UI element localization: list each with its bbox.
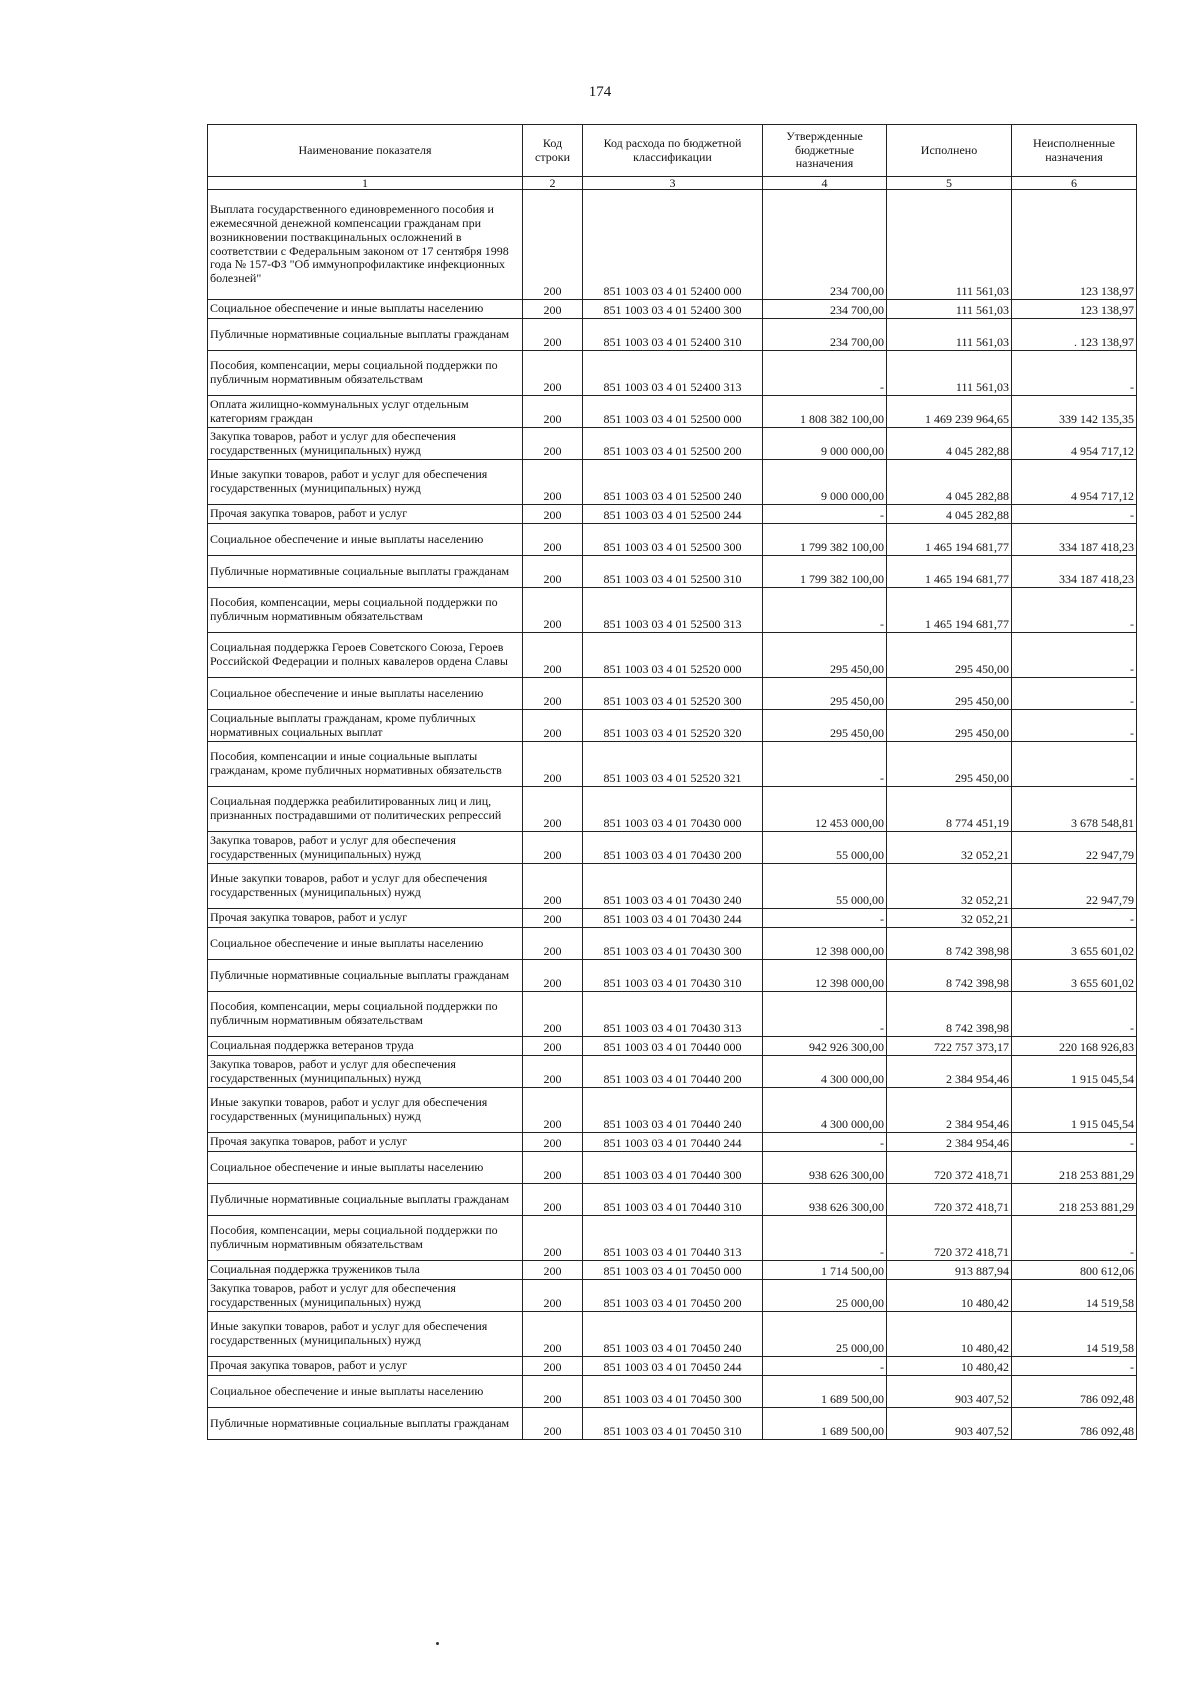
row-budget-code: 851 1003 03 4 01 70430 244 (583, 909, 763, 928)
row-unexecuted-amount: 786 092,48 (1012, 1376, 1137, 1408)
row-budget-code: 851 1003 03 4 01 52400 313 (583, 351, 763, 396)
row-unexecuted-amount: 123 138,97 (1012, 300, 1137, 319)
table-row (208, 1088, 1137, 1133)
row-line-code: 200 (523, 992, 583, 1037)
row-budget-code: 851 1003 03 4 01 70430 000 (583, 787, 763, 832)
row-budget-code: 851 1003 03 4 01 52500 240 (583, 460, 763, 505)
row-name: Закупка товаров, работ и услуг для обеспечения государственных (муниципальных) нужд (208, 1056, 523, 1088)
row-line-code: 200 (523, 1376, 583, 1408)
row-approved-amount: 942 926 300,00 (763, 1037, 887, 1056)
row-name: Социальная поддержка ветеранов труда (208, 1037, 523, 1056)
table-row (208, 1408, 1137, 1440)
row-unexecuted-amount: - (1012, 351, 1137, 396)
row-budget-code: 851 1003 03 4 01 52500 244 (583, 505, 763, 524)
row-executed-amount: 913 887,94 (887, 1261, 1012, 1280)
row-name: Оплата жилищно-коммунальных услуг отдельным категориям граждан (208, 396, 523, 428)
row-unexecuted-amount: 218 253 881,29 (1012, 1152, 1137, 1184)
table-row (208, 428, 1137, 460)
row-unexecuted-amount: - (1012, 1216, 1137, 1261)
row-name: Прочая закупка товаров, работ и услуг (208, 1357, 523, 1376)
row-executed-amount: 10 480,42 (887, 1312, 1012, 1357)
row-line-code: 200 (523, 351, 583, 396)
row-unexecuted-amount: - (1012, 1133, 1137, 1152)
row-budget-code: 851 1003 03 4 01 52520 300 (583, 678, 763, 710)
row-approved-amount: - (763, 992, 887, 1037)
row-approved-amount: 938 626 300,00 (763, 1184, 887, 1216)
row-approved-amount: 234 700,00 (763, 190, 887, 300)
row-budget-code: 851 1003 03 4 01 70430 300 (583, 928, 763, 960)
row-approved-amount: - (763, 1133, 887, 1152)
row-executed-amount: 1 465 194 681,77 (887, 524, 1012, 556)
row-name: Социальные выплаты гражданам, кроме публичных нормативных социальных выплат (208, 710, 523, 742)
row-budget-code: 851 1003 03 4 01 52520 000 (583, 633, 763, 678)
row-name: Публичные нормативные социальные выплаты гражданам (208, 319, 523, 351)
row-approved-amount: 25 000,00 (763, 1312, 887, 1357)
row-line-code: 200 (523, 428, 583, 460)
row-budget-code: 851 1003 03 4 01 52400 000 (583, 190, 763, 300)
row-unexecuted-amount: 22 947,79 (1012, 864, 1137, 909)
row-line-code: 200 (523, 556, 583, 588)
row-unexecuted-amount: 334 187 418,23 (1012, 524, 1137, 556)
table-row (208, 319, 1137, 351)
row-approved-amount: - (763, 588, 887, 633)
row-executed-amount: 1 469 239 964,65 (887, 396, 1012, 428)
row-name: Социальное обеспечение и иные выплаты населению (208, 678, 523, 710)
table-row (208, 1037, 1137, 1056)
row-name: Публичные нормативные социальные выплаты гражданам (208, 1184, 523, 1216)
table-row (208, 992, 1137, 1037)
page-number: 174 (588, 84, 612, 100)
row-executed-amount: 720 372 418,71 (887, 1152, 1012, 1184)
row-name: Публичные нормативные социальные выплаты гражданам (208, 960, 523, 992)
row-approved-amount: - (763, 909, 887, 928)
row-line-code: 200 (523, 505, 583, 524)
row-unexecuted-amount: - (1012, 710, 1137, 742)
column-header-unexecuted: Неисполненные назначения (1012, 125, 1137, 177)
row-approved-amount: 4 300 000,00 (763, 1056, 887, 1088)
column-header-line-code: Код строки (523, 125, 583, 177)
row-line-code: 200 (523, 588, 583, 633)
row-budget-code: 851 1003 03 4 01 52520 321 (583, 742, 763, 787)
table-row (208, 588, 1137, 633)
row-unexecuted-amount: 1 915 045,54 (1012, 1056, 1137, 1088)
row-unexecuted-amount: 218 253 881,29 (1012, 1184, 1137, 1216)
row-unexecuted-amount: - (1012, 992, 1137, 1037)
table-row (208, 351, 1137, 396)
row-line-code: 200 (523, 1037, 583, 1056)
table-row (208, 1261, 1137, 1280)
row-line-code: 200 (523, 1056, 583, 1088)
row-name: Социальная поддержка реабилитированных лиц и лиц, признанных пострадавшими от политических репрессий (208, 787, 523, 832)
row-approved-amount: 1 689 500,00 (763, 1376, 887, 1408)
row-unexecuted-amount: 334 187 418,23 (1012, 556, 1137, 588)
row-approved-amount: 1 799 382 100,00 (763, 556, 887, 588)
row-budget-code: 851 1003 03 4 01 52520 320 (583, 710, 763, 742)
row-unexecuted-amount: 3 678 548,81 (1012, 787, 1137, 832)
row-name: Социальное обеспечение и иные выплаты населению (208, 524, 523, 556)
row-executed-amount: 32 052,21 (887, 909, 1012, 928)
row-budget-code: 851 1003 03 4 01 70450 310 (583, 1408, 763, 1440)
row-line-code: 200 (523, 300, 583, 319)
row-executed-amount: 903 407,52 (887, 1376, 1012, 1408)
row-name: Прочая закупка товаров, работ и услуг (208, 1133, 523, 1152)
row-unexecuted-amount: - (1012, 1357, 1137, 1376)
row-budget-code: 851 1003 03 4 01 70440 313 (583, 1216, 763, 1261)
row-executed-amount: 295 450,00 (887, 678, 1012, 710)
row-approved-amount: 9 000 000,00 (763, 428, 887, 460)
row-unexecuted-amount: 220 168 926,83 (1012, 1037, 1137, 1056)
row-approved-amount: 9 000 000,00 (763, 460, 887, 505)
row-executed-amount: 8 742 398,98 (887, 960, 1012, 992)
column-number: 3 (583, 177, 763, 190)
row-unexecuted-amount: 3 655 601,02 (1012, 928, 1137, 960)
row-unexecuted-amount: 4 954 717,12 (1012, 460, 1137, 505)
row-executed-amount: 903 407,52 (887, 1408, 1012, 1440)
row-budget-code: 851 1003 03 4 01 70450 244 (583, 1357, 763, 1376)
row-executed-amount: 111 561,03 (887, 319, 1012, 351)
row-name: Закупка товаров, работ и услуг для обеспечения государственных (муниципальных) нужд (208, 1280, 523, 1312)
row-line-code: 200 (523, 190, 583, 300)
table-row (208, 678, 1137, 710)
row-approved-amount: 234 700,00 (763, 319, 887, 351)
row-approved-amount: 55 000,00 (763, 832, 887, 864)
row-unexecuted-amount: 339 142 135,35 (1012, 396, 1137, 428)
row-approved-amount: - (763, 505, 887, 524)
row-executed-amount: 32 052,21 (887, 832, 1012, 864)
row-name: Иные закупки товаров, работ и услуг для обеспечения государственных (муниципальных) нужд (208, 1312, 523, 1357)
table-row (208, 524, 1137, 556)
row-name: Закупка товаров, работ и услуг для обеспечения государственных (муниципальных) нужд (208, 428, 523, 460)
row-line-code: 200 (523, 678, 583, 710)
row-executed-amount: 32 052,21 (887, 864, 1012, 909)
row-line-code: 200 (523, 787, 583, 832)
row-executed-amount: 8 774 451,19 (887, 787, 1012, 832)
table-row (208, 864, 1137, 909)
row-name: Социальное обеспечение и иные выплаты населению (208, 300, 523, 319)
table-row (208, 1133, 1137, 1152)
row-approved-amount: 12 398 000,00 (763, 928, 887, 960)
row-executed-amount: 722 757 373,17 (887, 1037, 1012, 1056)
table-row (208, 556, 1137, 588)
row-name: Прочая закупка товаров, работ и услуг (208, 909, 523, 928)
row-line-code: 200 (523, 742, 583, 787)
table-row (208, 1056, 1137, 1088)
row-approved-amount: 295 450,00 (763, 633, 887, 678)
row-name: Социальное обеспечение и иные выплаты населению (208, 1376, 523, 1408)
row-name: Иные закупки товаров, работ и услуг для обеспечения государственных (муниципальных) нужд (208, 864, 523, 909)
row-unexecuted-amount: - (1012, 742, 1137, 787)
row-budget-code: 851 1003 03 4 01 70450 000 (583, 1261, 763, 1280)
row-name: Выплата государственного единовременного пособия и ежемесячной денежной компенсации гражданам при возникновении поствакцинальных осложнений в соответствии с Федеральным законом от 17 сентября 1998 года № 157-ФЗ "Об иммунопрофилактике инфекционных болезней" (208, 190, 523, 300)
row-name: Закупка товаров, работ и услуг для обеспечения государственных (муниципальных) нужд (208, 832, 523, 864)
row-executed-amount: 111 561,03 (887, 300, 1012, 319)
row-unexecuted-amount: - (1012, 505, 1137, 524)
row-approved-amount: 295 450,00 (763, 710, 887, 742)
row-line-code: 200 (523, 864, 583, 909)
column-header-budget-code: Код расхода по бюджетной классификации (583, 125, 763, 177)
row-budget-code: 851 1003 03 4 01 52500 000 (583, 396, 763, 428)
table-row (208, 1280, 1137, 1312)
row-budget-code: 851 1003 03 4 01 52500 300 (583, 524, 763, 556)
row-unexecuted-amount: 3 655 601,02 (1012, 960, 1137, 992)
row-unexecuted-amount: 4 954 717,12 (1012, 428, 1137, 460)
row-approved-amount: 295 450,00 (763, 678, 887, 710)
row-name: Пособия, компенсации, меры социальной поддержки по публичным нормативным обязательствам (208, 992, 523, 1037)
table-row (208, 1312, 1137, 1357)
row-executed-amount: 1 465 194 681,77 (887, 556, 1012, 588)
table-row (208, 1376, 1137, 1408)
row-unexecuted-amount: 14 519,58 (1012, 1280, 1137, 1312)
row-line-code: 200 (523, 1312, 583, 1357)
row-budget-code: 851 1003 03 4 01 52500 200 (583, 428, 763, 460)
table-row (208, 787, 1137, 832)
row-budget-code: 851 1003 03 4 01 70440 310 (583, 1184, 763, 1216)
table-row (208, 190, 1137, 300)
row-name: Социальное обеспечение и иные выплаты населению (208, 1152, 523, 1184)
row-unexecuted-amount: 14 519,58 (1012, 1312, 1137, 1357)
table-body (208, 190, 1137, 1440)
row-executed-amount: 2 384 954,46 (887, 1133, 1012, 1152)
row-budget-code: 851 1003 03 4 01 70440 300 (583, 1152, 763, 1184)
row-name: Публичные нормативные социальные выплаты гражданам (208, 1408, 523, 1440)
row-unexecuted-amount: 800 612,06 (1012, 1261, 1137, 1280)
scan-dot-mark (436, 1642, 439, 1645)
row-unexecuted-amount: 1 915 045,54 (1012, 1088, 1137, 1133)
table-row (208, 505, 1137, 524)
row-line-code: 200 (523, 710, 583, 742)
column-header-approved: Утвержденные бюджетные назначения (763, 125, 887, 177)
row-name: Социальная поддержка Героев Советского Союза, Героев Российской Федерации и полных кавалеров ордена Славы (208, 633, 523, 678)
row-executed-amount: 295 450,00 (887, 742, 1012, 787)
row-budget-code: 851 1003 03 4 01 70450 240 (583, 1312, 763, 1357)
row-approved-amount: 1 714 500,00 (763, 1261, 887, 1280)
table-row (208, 710, 1137, 742)
row-budget-code: 851 1003 03 4 01 70430 313 (583, 992, 763, 1037)
table-row (208, 633, 1137, 678)
table-row (208, 742, 1137, 787)
row-name: Публичные нормативные социальные выплаты гражданам (208, 556, 523, 588)
row-name: Иные закупки товаров, работ и услуг для обеспечения государственных (муниципальных) нужд (208, 460, 523, 505)
row-name: Иные закупки товаров, работ и услуг для обеспечения государственных (муниципальных) нужд (208, 1088, 523, 1133)
row-approved-amount: 938 626 300,00 (763, 1152, 887, 1184)
row-line-code: 200 (523, 909, 583, 928)
row-executed-amount: 4 045 282,88 (887, 505, 1012, 524)
row-line-code: 200 (523, 832, 583, 864)
row-executed-amount: 295 450,00 (887, 633, 1012, 678)
row-line-code: 200 (523, 633, 583, 678)
row-approved-amount: - (763, 1216, 887, 1261)
table-row (208, 832, 1137, 864)
row-line-code: 200 (523, 460, 583, 505)
row-executed-amount: 720 372 418,71 (887, 1184, 1012, 1216)
row-executed-amount: 4 045 282,88 (887, 460, 1012, 505)
row-approved-amount: 1 799 382 100,00 (763, 524, 887, 556)
row-executed-amount: 4 045 282,88 (887, 428, 1012, 460)
table-row (208, 1152, 1137, 1184)
row-budget-code: 851 1003 03 4 01 52500 310 (583, 556, 763, 588)
row-unexecuted-amount: - (1012, 909, 1137, 928)
row-unexecuted-amount: - (1012, 588, 1137, 633)
row-line-code: 200 (523, 960, 583, 992)
row-budget-code: 851 1003 03 4 01 70440 240 (583, 1088, 763, 1133)
column-number: 2 (523, 177, 583, 190)
row-approved-amount: 12 453 000,00 (763, 787, 887, 832)
row-approved-amount: 234 700,00 (763, 300, 887, 319)
row-budget-code: 851 1003 03 4 01 70440 200 (583, 1056, 763, 1088)
row-unexecuted-amount: . 123 138,97 (1012, 319, 1137, 351)
row-line-code: 200 (523, 1133, 583, 1152)
table-row (208, 460, 1137, 505)
row-name: Пособия, компенсации и иные социальные выплаты гражданам, кроме публичных нормативных обязательств (208, 742, 523, 787)
row-budget-code: 851 1003 03 4 01 70430 310 (583, 960, 763, 992)
row-line-code: 200 (523, 396, 583, 428)
row-line-code: 200 (523, 1408, 583, 1440)
row-executed-amount: 2 384 954,46 (887, 1088, 1012, 1133)
table-row (208, 396, 1137, 428)
table-row (208, 960, 1137, 992)
row-approved-amount: 12 398 000,00 (763, 960, 887, 992)
row-line-code: 200 (523, 1280, 583, 1312)
column-header-executed: Исполнено (887, 125, 1012, 177)
row-approved-amount: - (763, 351, 887, 396)
row-executed-amount: 1 465 194 681,77 (887, 588, 1012, 633)
row-executed-amount: 295 450,00 (887, 710, 1012, 742)
row-budget-code: 851 1003 03 4 01 70430 240 (583, 864, 763, 909)
row-approved-amount: - (763, 1357, 887, 1376)
row-name: Социальное обеспечение и иные выплаты населению (208, 928, 523, 960)
row-unexecuted-amount: - (1012, 633, 1137, 678)
row-line-code: 200 (523, 319, 583, 351)
row-executed-amount: 8 742 398,98 (887, 928, 1012, 960)
row-budget-code: 851 1003 03 4 01 52400 300 (583, 300, 763, 319)
row-executed-amount: 10 480,42 (887, 1280, 1012, 1312)
row-line-code: 200 (523, 928, 583, 960)
row-unexecuted-amount: 123 138,97 (1012, 190, 1137, 300)
row-budget-code: 851 1003 03 4 01 70450 300 (583, 1376, 763, 1408)
column-number: 4 (763, 177, 887, 190)
row-approved-amount: - (763, 742, 887, 787)
row-line-code: 200 (523, 1152, 583, 1184)
row-executed-amount: 111 561,03 (887, 351, 1012, 396)
row-name: Пособия, компенсации, меры социальной поддержки по публичным нормативным обязательствам (208, 588, 523, 633)
row-budget-code: 851 1003 03 4 01 70430 200 (583, 832, 763, 864)
row-approved-amount: 1 689 500,00 (763, 1408, 887, 1440)
row-line-code: 200 (523, 1216, 583, 1261)
row-unexecuted-amount: 786 092,48 (1012, 1408, 1137, 1440)
row-name: Пособия, компенсации, меры социальной поддержки по публичным нормативным обязательствам (208, 1216, 523, 1261)
row-executed-amount: 2 384 954,46 (887, 1056, 1012, 1088)
row-line-code: 200 (523, 524, 583, 556)
column-number-row (208, 177, 1137, 190)
row-approved-amount: 25 000,00 (763, 1280, 887, 1312)
row-approved-amount: 1 808 382 100,00 (763, 396, 887, 428)
row-executed-amount: 111 561,03 (887, 190, 1012, 300)
row-line-code: 200 (523, 1261, 583, 1280)
column-number: 6 (1012, 177, 1137, 190)
row-executed-amount: 8 742 398,98 (887, 992, 1012, 1037)
row-line-code: 200 (523, 1357, 583, 1376)
table-row (208, 928, 1137, 960)
budget-execution-table (207, 124, 1137, 1440)
row-name: Прочая закупка товаров, работ и услуг (208, 505, 523, 524)
row-name: Пособия, компенсации, меры социальной поддержки по публичным нормативным обязательствам (208, 351, 523, 396)
row-budget-code: 851 1003 03 4 01 70450 200 (583, 1280, 763, 1312)
table-row (208, 909, 1137, 928)
table-row (208, 1216, 1137, 1261)
table-row (208, 1184, 1137, 1216)
row-unexecuted-amount: 22 947,79 (1012, 832, 1137, 864)
column-header-name: Наименование показателя (208, 125, 523, 177)
row-budget-code: 851 1003 03 4 01 52400 310 (583, 319, 763, 351)
row-line-code: 200 (523, 1184, 583, 1216)
row-executed-amount: 720 372 418,71 (887, 1216, 1012, 1261)
row-line-code: 200 (523, 1088, 583, 1133)
table-row (208, 1357, 1137, 1376)
column-number: 5 (887, 177, 1012, 190)
table-header-row (208, 125, 1137, 177)
row-name: Социальная поддержка тружеников тыла (208, 1261, 523, 1280)
column-number: 1 (208, 177, 523, 190)
row-executed-amount: 10 480,42 (887, 1357, 1012, 1376)
row-budget-code: 851 1003 03 4 01 52500 313 (583, 588, 763, 633)
row-unexecuted-amount: - (1012, 678, 1137, 710)
row-approved-amount: 55 000,00 (763, 864, 887, 909)
row-approved-amount: 4 300 000,00 (763, 1088, 887, 1133)
row-budget-code: 851 1003 03 4 01 70440 000 (583, 1037, 763, 1056)
table-row (208, 300, 1137, 319)
row-budget-code: 851 1003 03 4 01 70440 244 (583, 1133, 763, 1152)
